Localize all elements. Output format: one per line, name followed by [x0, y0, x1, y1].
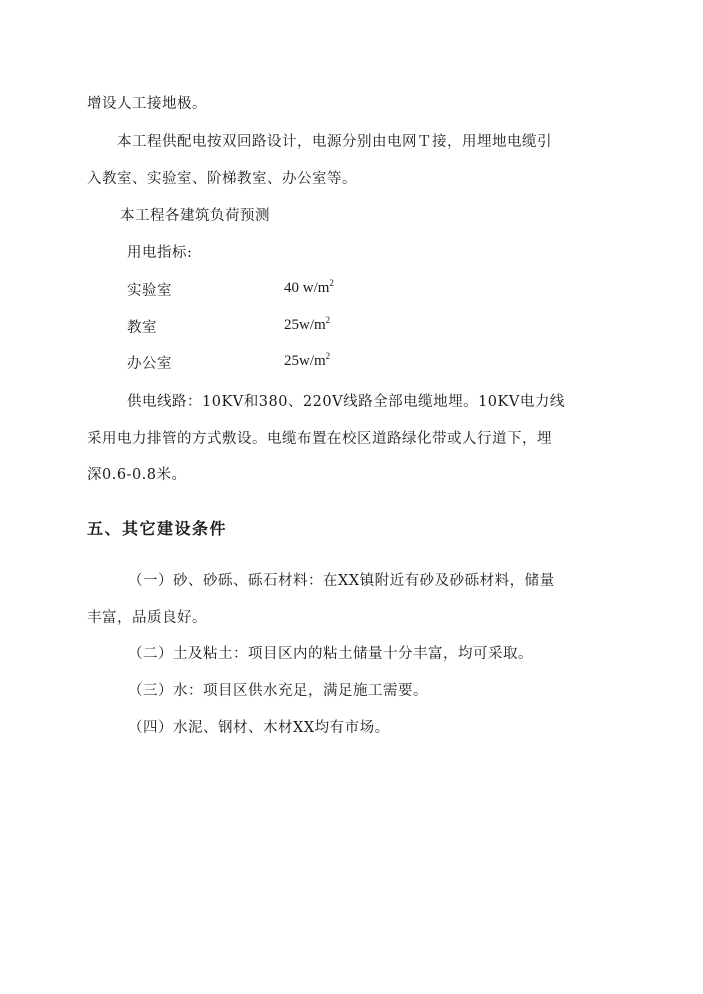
paragraph-line: （二）土及粘土：项目区内的粘土储量十分丰富，均可采取。: [128, 646, 533, 662]
paragraph-line: （四）水泥、钢材、木材XX均有市场。: [128, 720, 390, 736]
paragraph-line: 采用电力排管的方式敷设。电缆布置在校区道路绿化带或人行道下，埋: [87, 431, 552, 447]
paragraph-line: 供电线路：10KV和380、220V线路全部电缆地埋。10KV电力线: [127, 394, 565, 410]
section-heading: 五、其它建设条件: [87, 519, 228, 538]
paragraph-line: 入教室、实验室、阶梯教室、办公室等。: [87, 171, 357, 187]
paragraph-line: 增设人工接地极。: [87, 96, 207, 112]
indicator-room: 教室: [127, 320, 157, 336]
paragraph-line: （三）水：项目区供水充足，满足施工需要。: [128, 683, 428, 699]
indicator-value: $25w/m^2$: [284, 315, 331, 333]
paragraph-line: 本工程供配电按双回路设计，电源分别由电网Ｔ接，用埋地电缆引: [117, 134, 552, 150]
paragraph-line: 深0.6-0.8米。: [87, 467, 187, 483]
indicator-value: $25w/m^2$: [284, 351, 331, 369]
indicator-value: 40 $w/m^2$: [284, 278, 334, 296]
paragraph-line: （一）砂、砂砾、砾石材料：在XX镇附近有砂及砂砾材料，储量: [128, 573, 555, 589]
indicator-room: 实验室: [127, 283, 172, 299]
paragraph-line: 丰富，品质良好。: [87, 610, 207, 626]
load-forecast-title: 本工程各建筑负荷预测: [120, 208, 270, 224]
indicator-label: 用电指标:: [127, 245, 193, 261]
indicator-room: 办公室: [127, 356, 172, 372]
